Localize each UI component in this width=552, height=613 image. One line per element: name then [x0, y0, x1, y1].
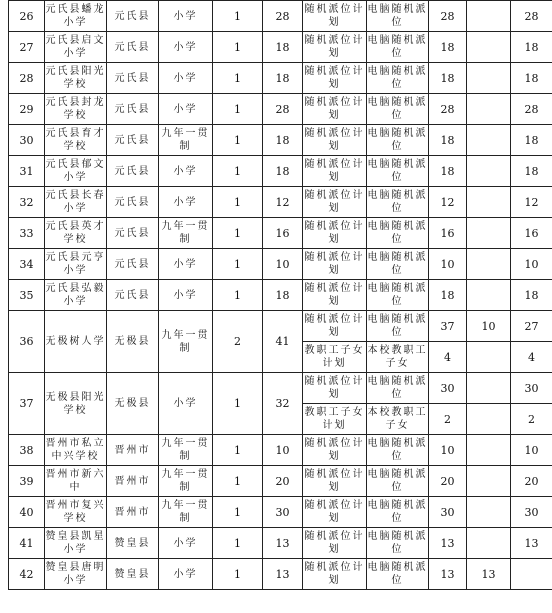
- sub-count-a-cell: [467, 63, 511, 94]
- county-cell: 元氏县: [107, 187, 159, 218]
- admission-method-cell: 电脑随机派位: [367, 249, 429, 280]
- county-cell: 无极县: [107, 311, 159, 373]
- sub-count-b-cell: 18: [511, 63, 552, 94]
- sub-count-b-cell: 28: [511, 1, 552, 32]
- county-cell: 元氏县: [107, 249, 159, 280]
- county-cell: 元氏县: [107, 94, 159, 125]
- plan-type-cell: 随机派位计划: [303, 63, 367, 94]
- total-plan-cell: 18: [263, 280, 303, 311]
- plan-type-cell: 随机派位计划: [303, 280, 367, 311]
- total-plan-cell: 18: [263, 156, 303, 187]
- plan-type-cell: 随机派位计划: [303, 466, 367, 497]
- plan-type-cell: 随机派位计划: [303, 1, 367, 32]
- admission-method-cell: 电脑随机派位: [367, 32, 429, 63]
- total-plan-cell: 30: [263, 497, 303, 528]
- total-plan-cell: 16: [263, 218, 303, 249]
- sub-count-b-cell: 30: [511, 497, 552, 528]
- row-number-cell: 37: [9, 373, 45, 435]
- admission-method-cell: 电脑随机派位: [367, 218, 429, 249]
- table-row: [9, 156, 552, 187]
- total-plan-cell: 18: [263, 32, 303, 63]
- school-stage-cell: 小学: [159, 94, 213, 125]
- total-plan-cell: 20: [263, 466, 303, 497]
- class-count-cell: 1: [213, 559, 263, 590]
- plan-count-cell: 10: [429, 249, 467, 280]
- total-plan-cell: 18: [263, 63, 303, 94]
- sub-count-b-cell: 18: [511, 280, 552, 311]
- plan-type-cell: 随机派位计划: [303, 311, 367, 342]
- plan-type-cell: 随机派位计划: [303, 249, 367, 280]
- county-cell: 元氏县: [107, 280, 159, 311]
- plan-count-cell: 18: [429, 156, 467, 187]
- admission-method-cell: 电脑随机派位: [367, 187, 429, 218]
- plan-count-cell: 28: [429, 94, 467, 125]
- class-count-cell: 1: [213, 125, 263, 156]
- school-stage-cell: 小学: [159, 63, 213, 94]
- school-name-cell: 元氏县弘毅小学: [45, 280, 107, 311]
- plan-count-cell: 18: [429, 32, 467, 63]
- table-row: [9, 373, 552, 404]
- plan-type-cell: 随机派位计划: [303, 497, 367, 528]
- table-row: [9, 94, 552, 125]
- admission-method-cell: 本校教职工子女: [367, 342, 429, 373]
- table-row: [9, 125, 552, 156]
- county-cell: 元氏县: [107, 156, 159, 187]
- row-number-cell: 35: [9, 280, 45, 311]
- plan-count-cell: 37: [429, 311, 467, 342]
- admission-method-cell: 电脑随机派位: [367, 1, 429, 32]
- table-row: [9, 497, 552, 528]
- school-stage-cell: 九年一贯制: [159, 218, 213, 249]
- school-name-cell: 元氏县启文小学: [45, 32, 107, 63]
- school-stage-cell: 九年一贯制: [159, 311, 213, 373]
- total-plan-cell: 28: [263, 1, 303, 32]
- class-count-cell: 1: [213, 528, 263, 559]
- table-row: [9, 249, 552, 280]
- admission-method-cell: 电脑随机派位: [367, 435, 429, 466]
- row-number-cell: 29: [9, 94, 45, 125]
- sub-count-b-cell: 2: [511, 404, 552, 435]
- school-stage-cell: 小学: [159, 373, 213, 435]
- plan-type-cell: 随机派位计划: [303, 94, 367, 125]
- school-stage-cell: 九年一贯制: [159, 466, 213, 497]
- sub-count-b-cell: 4: [511, 342, 552, 373]
- class-count-cell: 1: [213, 156, 263, 187]
- admission-method-cell: 电脑随机派位: [367, 156, 429, 187]
- school-name-cell: 元氏县长春小学: [45, 187, 107, 218]
- sub-count-a-cell: [467, 342, 511, 373]
- sub-count-a-cell: [467, 497, 511, 528]
- sub-count-a-cell: [467, 94, 511, 125]
- plan-count-cell: 2: [429, 404, 467, 435]
- total-plan-cell: 18: [263, 125, 303, 156]
- sub-count-b-cell: 18: [511, 125, 552, 156]
- sub-count-a-cell: [467, 528, 511, 559]
- class-count-cell: 2: [213, 311, 263, 373]
- class-count-cell: 1: [213, 280, 263, 311]
- total-plan-cell: 10: [263, 249, 303, 280]
- sub-count-b-cell: 16: [511, 218, 552, 249]
- school-stage-cell: 小学: [159, 187, 213, 218]
- plan-type-cell: 随机派位计划: [303, 559, 367, 590]
- sub-count-a-cell: [467, 404, 511, 435]
- plan-count-cell: 20: [429, 466, 467, 497]
- total-plan-cell: 32: [263, 373, 303, 435]
- total-plan-cell: 13: [263, 559, 303, 590]
- school-stage-cell: 小学: [159, 1, 213, 32]
- class-count-cell: 1: [213, 373, 263, 435]
- plan-count-cell: 12: [429, 187, 467, 218]
- table-row: [9, 187, 552, 218]
- table-row: [9, 280, 552, 311]
- sub-count-a-cell: [467, 218, 511, 249]
- sub-count-b-cell: 27: [511, 311, 552, 342]
- school-stage-cell: 九年一贯制: [159, 125, 213, 156]
- county-cell: 赞皇县: [107, 559, 159, 590]
- plan-type-cell: 随机派位计划: [303, 32, 367, 63]
- row-number-cell: 39: [9, 466, 45, 497]
- plan-count-cell: 13: [429, 559, 467, 590]
- sub-count-a-cell: [467, 249, 511, 280]
- row-number-cell: 31: [9, 156, 45, 187]
- plan-count-cell: 18: [429, 280, 467, 311]
- class-count-cell: 1: [213, 32, 263, 63]
- sub-count-b-cell: 10: [511, 249, 552, 280]
- plan-count-cell: 30: [429, 373, 467, 404]
- sub-count-a-cell: [467, 466, 511, 497]
- county-cell: 无极县: [107, 373, 159, 435]
- sub-count-b-cell: 20: [511, 466, 552, 497]
- school-stage-cell: 小学: [159, 156, 213, 187]
- row-number-cell: 27: [9, 32, 45, 63]
- plan-type-cell: 随机派位计划: [303, 125, 367, 156]
- table-row: [9, 435, 552, 466]
- admission-method-cell: 电脑随机派位: [367, 373, 429, 404]
- school-stage-cell: 小学: [159, 559, 213, 590]
- total-plan-cell: 41: [263, 311, 303, 373]
- plan-type-cell: 教职工子女计划: [303, 342, 367, 373]
- plan-type-cell: 随机派位计划: [303, 373, 367, 404]
- school-stage-cell: 小学: [159, 32, 213, 63]
- class-count-cell: 1: [213, 187, 263, 218]
- enrollment-table: [8, 0, 552, 590]
- sub-count-b-cell: 10: [511, 435, 552, 466]
- admission-method-cell: 电脑随机派位: [367, 125, 429, 156]
- school-name-cell: 晋州市私立中兴学校: [45, 435, 107, 466]
- row-number-cell: 33: [9, 218, 45, 249]
- school-stage-cell: 九年一贯制: [159, 497, 213, 528]
- row-number-cell: 30: [9, 125, 45, 156]
- plan-type-cell: 教职工子女计划: [303, 404, 367, 435]
- class-count-cell: 1: [213, 249, 263, 280]
- table-row: [9, 63, 552, 94]
- row-number-cell: 41: [9, 528, 45, 559]
- county-cell: 元氏县: [107, 1, 159, 32]
- table-row: [9, 466, 552, 497]
- row-number-cell: 32: [9, 187, 45, 218]
- table-row: [9, 1, 552, 32]
- row-number-cell: 28: [9, 63, 45, 94]
- school-name-cell: 元氏县封龙学校: [45, 94, 107, 125]
- table-row: [9, 218, 552, 249]
- row-number-cell: 26: [9, 1, 45, 32]
- sub-count-a-cell: [467, 280, 511, 311]
- class-count-cell: 1: [213, 497, 263, 528]
- plan-count-cell: 28: [429, 1, 467, 32]
- sub-count-b-cell: 28: [511, 94, 552, 125]
- school-name-cell: 晋州市复兴学校: [45, 497, 107, 528]
- plan-count-cell: 18: [429, 125, 467, 156]
- school-name-cell: 赞皇县唐明小学: [45, 559, 107, 590]
- county-cell: 元氏县: [107, 125, 159, 156]
- sub-count-b-cell: 13: [511, 528, 552, 559]
- table-row: [9, 311, 552, 342]
- plan-count-cell: 18: [429, 63, 467, 94]
- school-name-cell: 赞皇县凯星小学: [45, 528, 107, 559]
- admission-method-cell: 电脑随机派位: [367, 94, 429, 125]
- school-stage-cell: 小学: [159, 249, 213, 280]
- row-number-cell: 42: [9, 559, 45, 590]
- admission-method-cell: 电脑随机派位: [367, 63, 429, 94]
- admission-method-cell: 电脑随机派位: [367, 559, 429, 590]
- school-stage-cell: 小学: [159, 528, 213, 559]
- row-number-cell: 38: [9, 435, 45, 466]
- county-cell: 元氏县: [107, 218, 159, 249]
- admission-method-cell: 电脑随机派位: [367, 311, 429, 342]
- sub-count-a-cell: [467, 373, 511, 404]
- admission-method-cell: 电脑随机派位: [367, 497, 429, 528]
- school-stage-cell: 小学: [159, 280, 213, 311]
- sub-count-a-cell: 13: [467, 559, 511, 590]
- admission-method-cell: 电脑随机派位: [367, 280, 429, 311]
- plan-type-cell: 随机派位计划: [303, 435, 367, 466]
- row-number-cell: 34: [9, 249, 45, 280]
- plan-count-cell: 13: [429, 528, 467, 559]
- plan-count-cell: 10: [429, 435, 467, 466]
- county-cell: 赞皇县: [107, 528, 159, 559]
- admission-method-cell: 电脑随机派位: [367, 466, 429, 497]
- table-row: [9, 528, 552, 559]
- sub-count-b-cell: 12: [511, 187, 552, 218]
- table-row: [9, 559, 552, 590]
- school-name-cell: 元氏县英才学校: [45, 218, 107, 249]
- plan-count-cell: 30: [429, 497, 467, 528]
- total-plan-cell: 13: [263, 528, 303, 559]
- county-cell: 元氏县: [107, 32, 159, 63]
- row-number-cell: 40: [9, 497, 45, 528]
- class-count-cell: 1: [213, 466, 263, 497]
- class-count-cell: 1: [213, 1, 263, 32]
- school-stage-cell: 九年一贯制: [159, 435, 213, 466]
- county-cell: 晋州市: [107, 497, 159, 528]
- school-name-cell: 晋州市新六中: [45, 466, 107, 497]
- class-count-cell: 1: [213, 94, 263, 125]
- table-body: [9, 1, 552, 590]
- school-name-cell: 无极县阳光学校: [45, 373, 107, 435]
- class-count-cell: 1: [213, 435, 263, 466]
- total-plan-cell: 12: [263, 187, 303, 218]
- total-plan-cell: 10: [263, 435, 303, 466]
- sub-count-b-cell: 18: [511, 32, 552, 63]
- sub-count-a-cell: [467, 32, 511, 63]
- school-name-cell: 元氏县育才学校: [45, 125, 107, 156]
- plan-type-cell: 随机派位计划: [303, 156, 367, 187]
- plan-count-cell: 4: [429, 342, 467, 373]
- school-name-cell: 元氏县元亨小学: [45, 249, 107, 280]
- class-count-cell: 1: [213, 63, 263, 94]
- county-cell: 元氏县: [107, 63, 159, 94]
- sub-count-b-cell: 18: [511, 156, 552, 187]
- plan-type-cell: 随机派位计划: [303, 218, 367, 249]
- school-name-cell: 元氏县蟠龙小学: [45, 1, 107, 32]
- sub-count-a-cell: [467, 1, 511, 32]
- table-row: [9, 32, 552, 63]
- total-plan-cell: 28: [263, 94, 303, 125]
- sub-count-b-cell: [511, 559, 552, 590]
- plan-type-cell: 随机派位计划: [303, 187, 367, 218]
- sub-count-a-cell: 10: [467, 311, 511, 342]
- school-name-cell: 元氏县阳光学校: [45, 63, 107, 94]
- admission-method-cell: 本校教职工子女: [367, 404, 429, 435]
- sub-count-a-cell: [467, 125, 511, 156]
- sub-count-a-cell: [467, 156, 511, 187]
- school-name-cell: 元氏县郁文小学: [45, 156, 107, 187]
- row-number-cell: 36: [9, 311, 45, 373]
- sub-count-a-cell: [467, 187, 511, 218]
- class-count-cell: 1: [213, 218, 263, 249]
- county-cell: 晋州市: [107, 466, 159, 497]
- plan-type-cell: 随机派位计划: [303, 528, 367, 559]
- school-name-cell: 无极树人学: [45, 311, 107, 373]
- county-cell: 晋州市: [107, 435, 159, 466]
- admission-method-cell: 电脑随机派位: [367, 528, 429, 559]
- plan-count-cell: 16: [429, 218, 467, 249]
- sub-count-a-cell: [467, 435, 511, 466]
- sub-count-b-cell: 30: [511, 373, 552, 404]
